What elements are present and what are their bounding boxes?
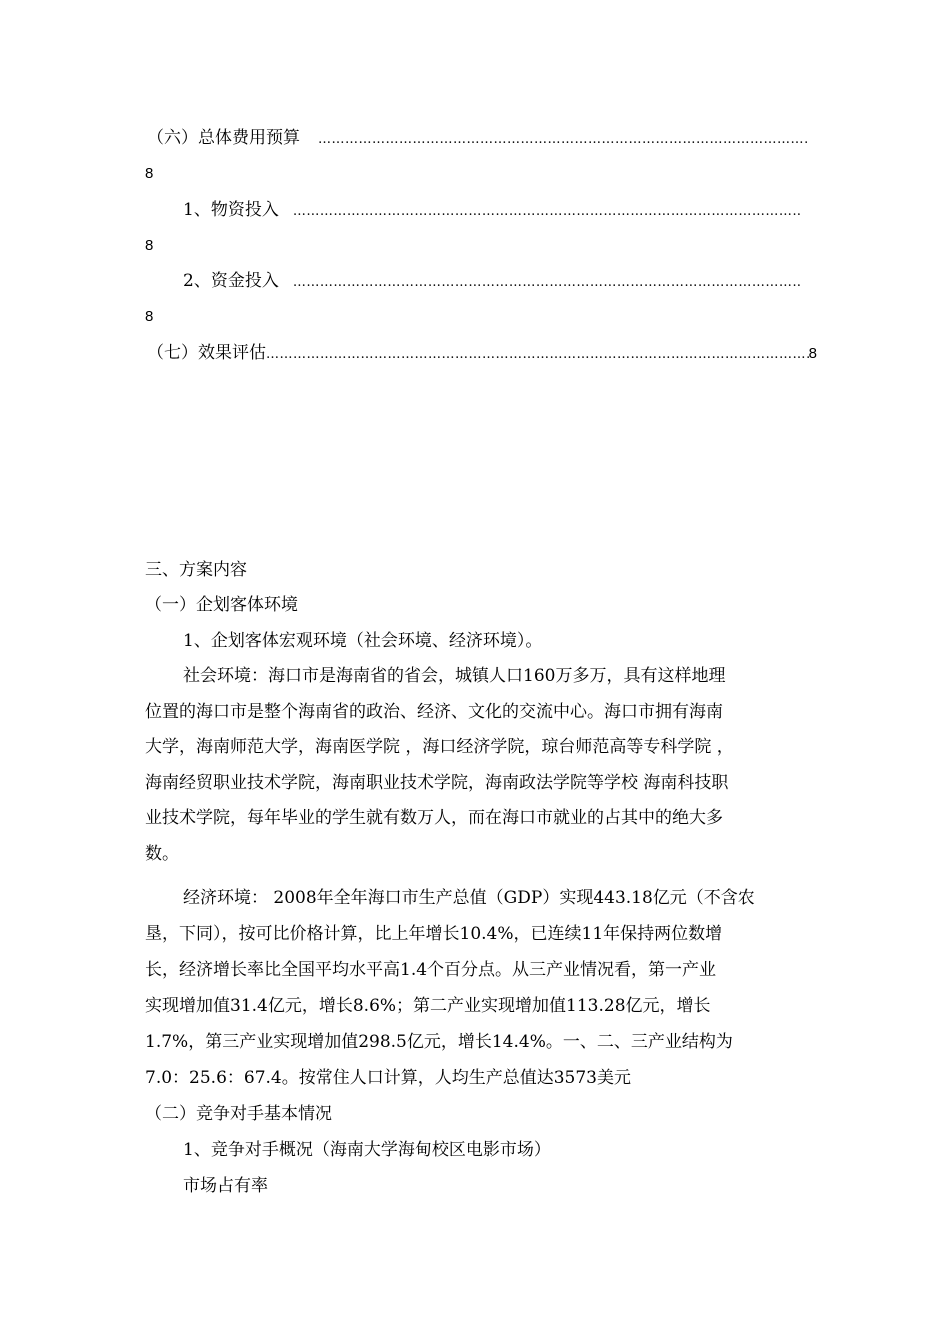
social-line: 社会环境：海口市是海南省的省会，城镇人口160万多万，具有这样地理 <box>183 666 726 686</box>
market-share-heading: 市场占有率 <box>183 1176 268 1196</box>
subsection-item-2: 1、竞争对手概况（海南大学海甸校区电影市场） <box>183 1140 551 1160</box>
toc-leader-dots <box>318 129 807 151</box>
toc-leader-dots <box>293 272 800 294</box>
toc-leader-dots <box>293 201 800 223</box>
section-title: 三、方案内容 <box>145 560 247 580</box>
economic-line: 实现增加值31.4亿元，增长8.6%；第二产业实现增加值113.28亿元，增长 <box>145 996 711 1016</box>
toc-entry-7[interactable] <box>147 342 817 366</box>
toc-leader-dots <box>266 344 809 366</box>
social-line: 大学，海南师范大学，海南医学院 ，海口经济学院，琼台师范高等专科学院 ， <box>145 737 734 757</box>
toc-label: 2、资金投入 <box>183 271 279 291</box>
social-line: 位置的海口市是整个海南省的政治、经济、文化的交流中心。海口市拥有海南 <box>145 702 723 722</box>
toc-page-number: 8 <box>145 165 154 182</box>
toc-page-number: 8 <box>145 308 154 325</box>
economic-line: 经济环境： 2008年全年海口市生产总值（GDP）实现443.18亿元（不含农 <box>183 888 755 908</box>
economic-line: 长，经济增长率比全国平均水平高1.4个百分点。从三产业情况看，第一产业 <box>145 960 717 980</box>
toc-page-number: 8 <box>808 345 817 362</box>
economic-line: 7.0：25.6：67.4。按常住人口计算，人均生产总值达3573美元 <box>145 1068 632 1088</box>
toc-entry-2-funds[interactable] <box>183 270 800 294</box>
social-line: 数。 <box>145 844 179 864</box>
toc-label: （七）效果评估 <box>147 343 266 363</box>
subsection-title-1: （一）企划客体环境 <box>145 595 298 615</box>
social-line: 业技术学院，每年毕业的学生就有数万人，而在海口市就业的占其中的绝大多 <box>145 808 723 828</box>
toc-entry-1-materials[interactable] <box>183 199 800 223</box>
social-line: 海南经贸职业技术学院，海南职业技术学院，海南政法学院等学校 海南科技职 <box>145 773 729 793</box>
subsection-title-2: （二）竞争对手基本情况 <box>145 1104 332 1124</box>
toc-label: 1、物资投入 <box>183 200 279 220</box>
toc-entry-6[interactable] <box>147 127 807 151</box>
economic-line: 垦，下同），按可比价格计算，比上年增长10.4%，已连续11年保持两位数增 <box>145 924 723 944</box>
economic-line: 1.7%，第三产业实现增加值298.5亿元，增长14.4%。一、二、三产业结构为 <box>145 1032 733 1052</box>
subsection-item-1: 1、企划客体宏观环境（社会环境、经济环境）。 <box>183 631 543 651</box>
toc-label: （六）总体费用预算 <box>147 128 300 148</box>
toc-page-number: 8 <box>145 237 154 254</box>
